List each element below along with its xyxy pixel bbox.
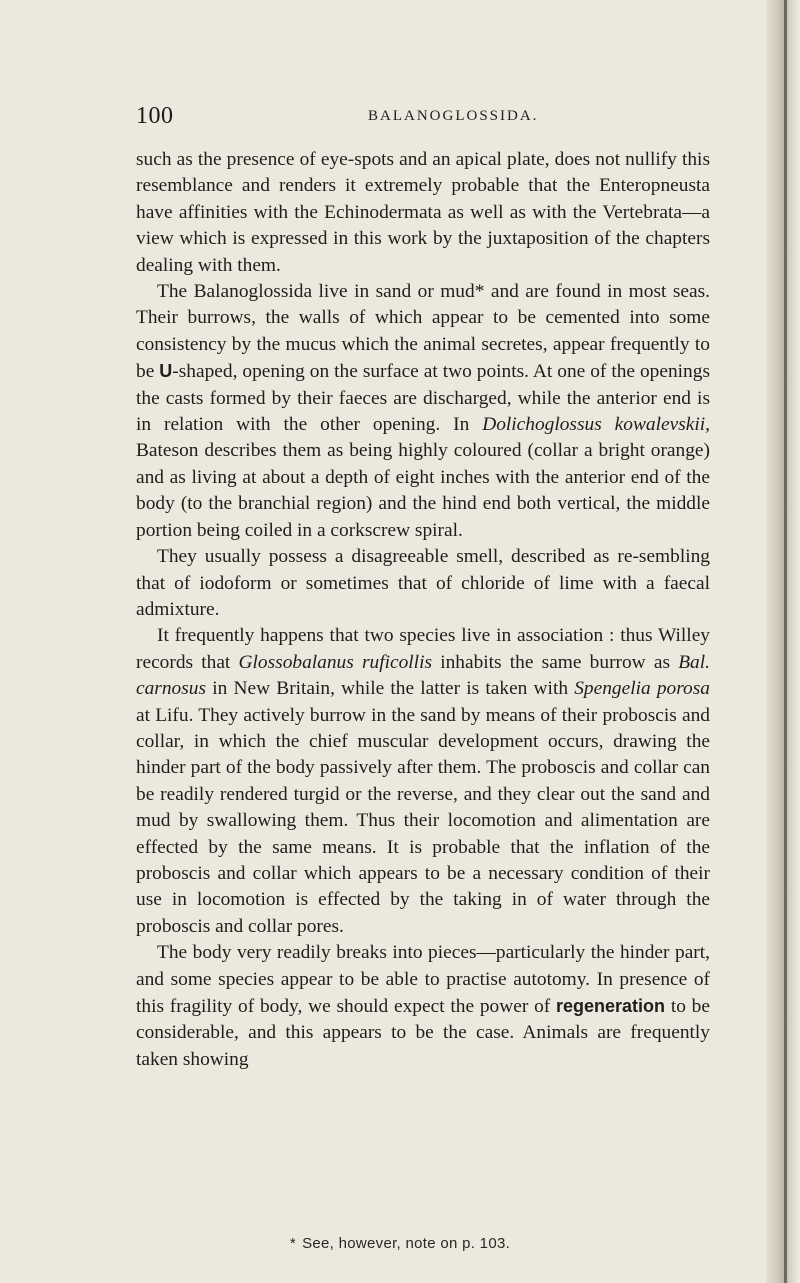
paragraph-1: such as the presence of eye-spots and an apical plate, does not nullify this resemblance and renders it extremely probable that the Enteropneusta have affinities with the Echinodermata as well as with the Vertebrata—a view which is expressed in this work by the juxtaposition of the chapters dealing with them. xyxy=(136,149,710,276)
page-header xyxy=(136,103,708,133)
page-number: 100 xyxy=(136,103,174,129)
species-name: Glossobalanus ruficollis xyxy=(238,651,433,673)
species-name: Bal. carnosus xyxy=(136,651,710,700)
species-name: Dolichoglossus kowalevskii, xyxy=(482,414,710,436)
paragraph-4: It frequently happens that two species live in association : thus Willey records that Glossobalanus ruficollis inhabits the same burrow as Bal. carnosus in New Britain, while the latter is taken with Spengelia porosa at Lifu. They actively burrow in the sand by means of their proboscis and collar, in which the chief muscular development occurs, drawing the hinder part of the body passively after them. The proboscis and collar can be readily rendered turgid or the reverse, and they clear out the sand and mud by swallowing them. Thus their locomotion and alimentation are effected by the same means. It is probable that the inflation of the proboscis and collar which appears to be a necessary condition of their use in locomotion is effected by the taking in of water through the proboscis and collar pores. xyxy=(136,625,710,937)
footnote xyxy=(0,1235,800,1252)
running-title: BALANOGLOSSIDA. xyxy=(368,108,539,124)
footnote-text: See, however, note on p. 103. xyxy=(302,1235,511,1252)
paragraph-5: The body very readily breaks into pieces—particularly the hinder part, and some species appear to be able to practise autotomy. In presence of this fragility of body, we should expect the power of regeneration to be considerable, and this appears to be the case. Animals are frequently taken showing xyxy=(136,942,710,1070)
footnote-marker: * xyxy=(289,1235,297,1252)
bold-term: regeneration xyxy=(556,996,666,1016)
page-gutter-edge xyxy=(766,0,800,1283)
u-shape-letter: U xyxy=(159,361,173,382)
paragraph-3: They usually possess a disagreeable smell, described as re-sembling that of iodoform or sometimes that of chloride of lime with a faecal admixture. xyxy=(136,546,710,620)
species-name: Spengelia porosa xyxy=(574,678,710,700)
body-text xyxy=(136,147,710,1073)
paragraph-2: The Balanoglossida live in sand or mud* and are found in most seas. Their burrows, the walls of which appear to be cemented into some consistency by the mucus which the animal secretes, appear frequently to be U-shaped, opening on the surface at two points. At one of the openings the casts formed by their faeces are discharged, while the anterior end is in relation with the other opening. In Dolichoglossus kowalevskii, Bateson describes them as being highly coloured (collar a bright orange) and as living at about a depth of eight inches with the anterior end of the body (to the branchial region) and the hind end both vertical, the middle portion being coiled in a corkscrew spiral. xyxy=(136,281,710,541)
